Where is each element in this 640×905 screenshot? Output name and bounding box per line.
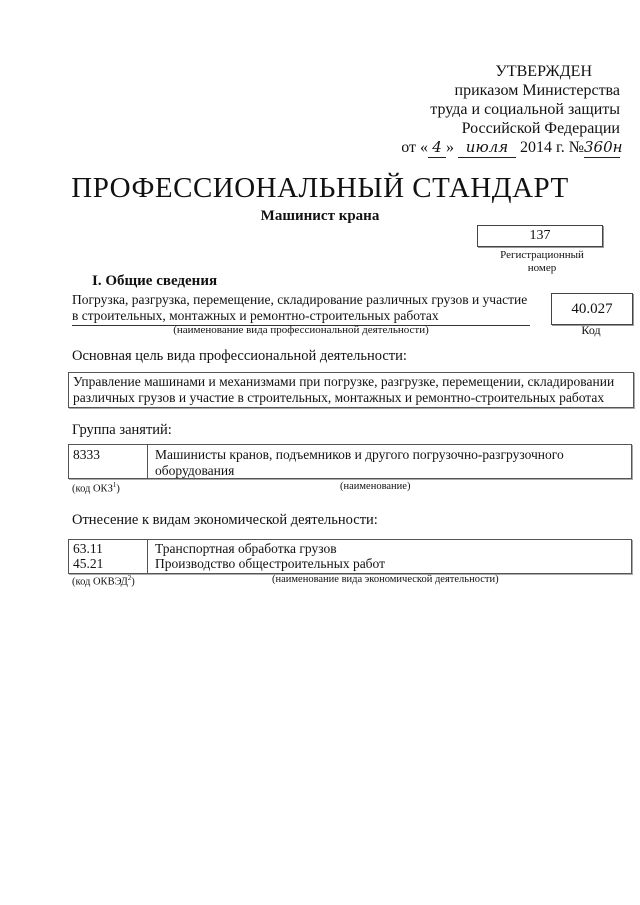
economic-label: Отнесение к видам экономической деятельности: — [72, 512, 378, 528]
economic-name: Производство общестроительных работ — [155, 556, 386, 571]
approval-title: УТВЕРЖДЕН — [495, 63, 592, 80]
registration-number-box — [477, 225, 603, 247]
okz-caption: (код ОКЗ$^1$) — [72, 481, 120, 495]
goal-box — [68, 372, 634, 408]
occupation-name: Машинисты кранов, подъемников и другого погрузочно-разгрузочного оборудования — [155, 447, 564, 478]
registration-caption: Регистрационный номер — [500, 249, 584, 274]
economic-code: 63.11 — [73, 541, 103, 556]
occupation-code: 8333 — [73, 447, 100, 462]
approval-block — [330, 62, 623, 158]
activity-kind: Погрузка, разгрузка, перемещение, складирование различных грузов и участие в строительных, монтажных и ремонтно-строительных работах — [72, 292, 530, 326]
section-heading: I. Общие сведения — [92, 273, 218, 289]
economic-name: Транспортная обработка грузов — [155, 541, 337, 556]
column-divider — [147, 445, 148, 478]
date-month: июля — [458, 138, 516, 158]
approval-line-3: Российской Федерации — [461, 120, 620, 137]
activity-code-box — [551, 293, 633, 325]
standard-title: ПРОФЕССИОНАЛЬНЫЙ СТАНДАРТ — [71, 172, 569, 204]
date-day: 4 — [428, 138, 446, 158]
economic-code: 45.21 — [73, 556, 104, 571]
registration-number: 137 — [529, 228, 551, 243]
approval-line-1: приказом Министерства — [454, 82, 620, 99]
date-year: 2014 г. № — [519, 139, 584, 156]
occupation-label: Группа занятий: — [72, 422, 172, 438]
activity-kind-caption: (наименование вида профессиональной деятельности) — [173, 324, 429, 336]
economic-table — [68, 539, 632, 574]
okved-caption: (код ОКВЭД$^2$) — [72, 574, 135, 588]
date-prefix: от « — [401, 139, 428, 156]
date-mid: » — [445, 139, 454, 156]
goal-text: Управление машинами и механизмами при погрузке, разгрузке, перемещении, складировании различных грузов и участие в строительных, монтажных и ремонтно-строительных работах — [73, 374, 615, 405]
approval-date — [330, 138, 623, 158]
order-number: 360н — [584, 138, 623, 156]
standard-name: Машинист крана — [260, 208, 380, 224]
column-divider — [147, 540, 148, 573]
occupation-table — [68, 444, 632, 479]
activity-code: 40.027 — [571, 301, 613, 317]
okz-name-caption: (наименование) — [340, 481, 411, 492]
approval-line-2: труда и социальной защиты — [430, 101, 620, 118]
code-caption: Код — [581, 323, 601, 337]
goal-label: Основная цель вида профессиональной деятельности: — [72, 348, 407, 364]
okved-name-caption: (наименование вида экономической деятельности) — [272, 574, 499, 585]
